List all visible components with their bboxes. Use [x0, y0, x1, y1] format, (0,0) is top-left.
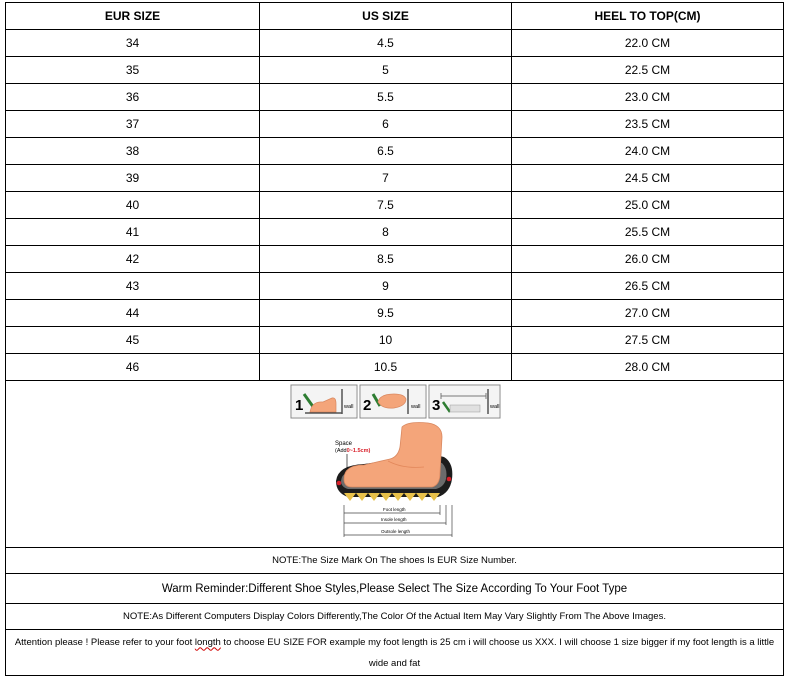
measurement-steps-image — [290, 384, 502, 420]
step-3-panel — [429, 385, 500, 418]
heel-to-top-cell: 25.0 CM — [512, 192, 784, 219]
us-size-cell: 7 — [260, 165, 512, 192]
foot-length-label: Foot length — [383, 507, 406, 512]
table-row — [6, 300, 784, 327]
step-3-wall-label: wall — [490, 404, 500, 410]
us-size-cell: 10 — [260, 327, 512, 354]
space-add-label: (Add — [335, 448, 347, 454]
us-size-cell: 6 — [260, 111, 512, 138]
step-1-panel — [291, 385, 357, 418]
heel-to-top-cell: 24.0 CM — [512, 138, 784, 165]
step-1-number: 1 — [295, 397, 304, 414]
eur-size-cell: 35 — [6, 57, 260, 84]
heel-to-top-cell: 27.5 CM — [512, 327, 784, 354]
diagram-row — [6, 381, 784, 548]
svg-text:(Add0~1.5cm) — [335, 448, 370, 454]
note3-row — [6, 604, 784, 630]
header-heel-to-top: HEEL TO TOP(CM) — [512, 3, 784, 30]
note-attention-part2: to choose EU SIZE FOR example my foot length is 25 cm i will choose us XXX. I will choose 1 size bigger if my foot length is a little wide and fat — [220, 636, 775, 669]
table-row — [6, 57, 784, 84]
step-2-panel — [360, 385, 426, 418]
note-attention-part1: Attention please ! Please refer to your foot — [14, 636, 195, 648]
space-label: Space — [335, 441, 353, 447]
note2-row — [6, 574, 784, 604]
step-1-wall-label: wall — [344, 404, 354, 410]
header-us-size: US SIZE — [260, 3, 512, 30]
eur-size-cell: 43 — [6, 273, 260, 300]
eur-size-cell: 44 — [6, 300, 260, 327]
table-row — [6, 165, 784, 192]
step-2-wall-label: wall — [411, 404, 421, 410]
table-row — [6, 246, 784, 273]
eur-size-cell: 34 — [6, 30, 260, 57]
note4-row — [6, 630, 784, 676]
eur-size-cell: 36 — [6, 84, 260, 111]
us-size-cell: 6.5 — [260, 138, 512, 165]
eur-size-cell: 37 — [6, 111, 260, 138]
heel-to-top-cell: 24.5 CM — [512, 165, 784, 192]
heel-to-top-cell: 27.0 CM — [512, 300, 784, 327]
us-size-cell: 5.5 — [260, 84, 512, 111]
heel-to-top-cell: 26.0 CM — [512, 246, 784, 273]
note-color-difference: NOTE:As Different Computers Display Colors Differently,The Color Of the Actual Item May Vary Slightly From The Above Images. — [6, 604, 784, 630]
table-row — [6, 327, 784, 354]
header-row — [6, 3, 784, 30]
foot-in-shoe-illustration — [328, 421, 460, 545]
measurement-diagram-cell — [6, 381, 784, 548]
space-value: 0~1.5cm) — [346, 448, 371, 454]
note1-row — [6, 548, 784, 574]
table-row — [6, 219, 784, 246]
table-row — [6, 111, 784, 138]
heel-to-top-cell: 23.5 CM — [512, 111, 784, 138]
note-warm-reminder: Warm Reminder:Different Shoe Styles,Please Select The Size According To Your Foot Type — [6, 574, 784, 604]
insole-length-label: Insole length — [381, 517, 407, 522]
eur-size-cell: 45 — [6, 327, 260, 354]
eur-size-cell: 41 — [6, 219, 260, 246]
table-row — [6, 138, 784, 165]
heel-to-top-cell: 23.0 CM — [512, 84, 784, 111]
misspelled-word: longth — [194, 636, 221, 648]
us-size-cell: 10.5 — [260, 354, 512, 381]
eur-size-cell: 40 — [6, 192, 260, 219]
us-size-cell: 4.5 — [260, 30, 512, 57]
note-size-mark: NOTE:The Size Mark On The shoes Is EUR Size Number. — [6, 548, 784, 574]
heel-to-top-cell: 26.5 CM — [512, 273, 784, 300]
eur-size-cell: 38 — [6, 138, 260, 165]
heel-to-top-cell: 22.0 CM — [512, 30, 784, 57]
table-row — [6, 354, 784, 381]
us-size-cell: 5 — [260, 57, 512, 84]
note-attention — [6, 630, 784, 676]
eur-size-cell: 39 — [6, 165, 260, 192]
table-row — [6, 84, 784, 111]
eur-size-cell: 46 — [6, 354, 260, 381]
eur-size-cell: 42 — [6, 246, 260, 273]
heel-to-top-cell: 25.5 CM — [512, 219, 784, 246]
us-size-cell: 8.5 — [260, 246, 512, 273]
header-eur-size: EUR SIZE — [6, 3, 260, 30]
us-size-cell: 7.5 — [260, 192, 512, 219]
step-2-number: 2 — [363, 397, 372, 414]
table-row — [6, 273, 784, 300]
us-size-cell: 9.5 — [260, 300, 512, 327]
us-size-cell: 9 — [260, 273, 512, 300]
heel-to-top-cell: 22.5 CM — [512, 57, 784, 84]
table-row — [6, 30, 784, 57]
step-3-number: 3 — [432, 397, 441, 414]
outsole-length-label: Outsole length — [381, 529, 411, 534]
heel-to-top-cell: 28.0 CM — [512, 354, 784, 381]
us-size-cell: 8 — [260, 219, 512, 246]
table-row — [6, 192, 784, 219]
size-chart-table — [5, 2, 784, 676]
